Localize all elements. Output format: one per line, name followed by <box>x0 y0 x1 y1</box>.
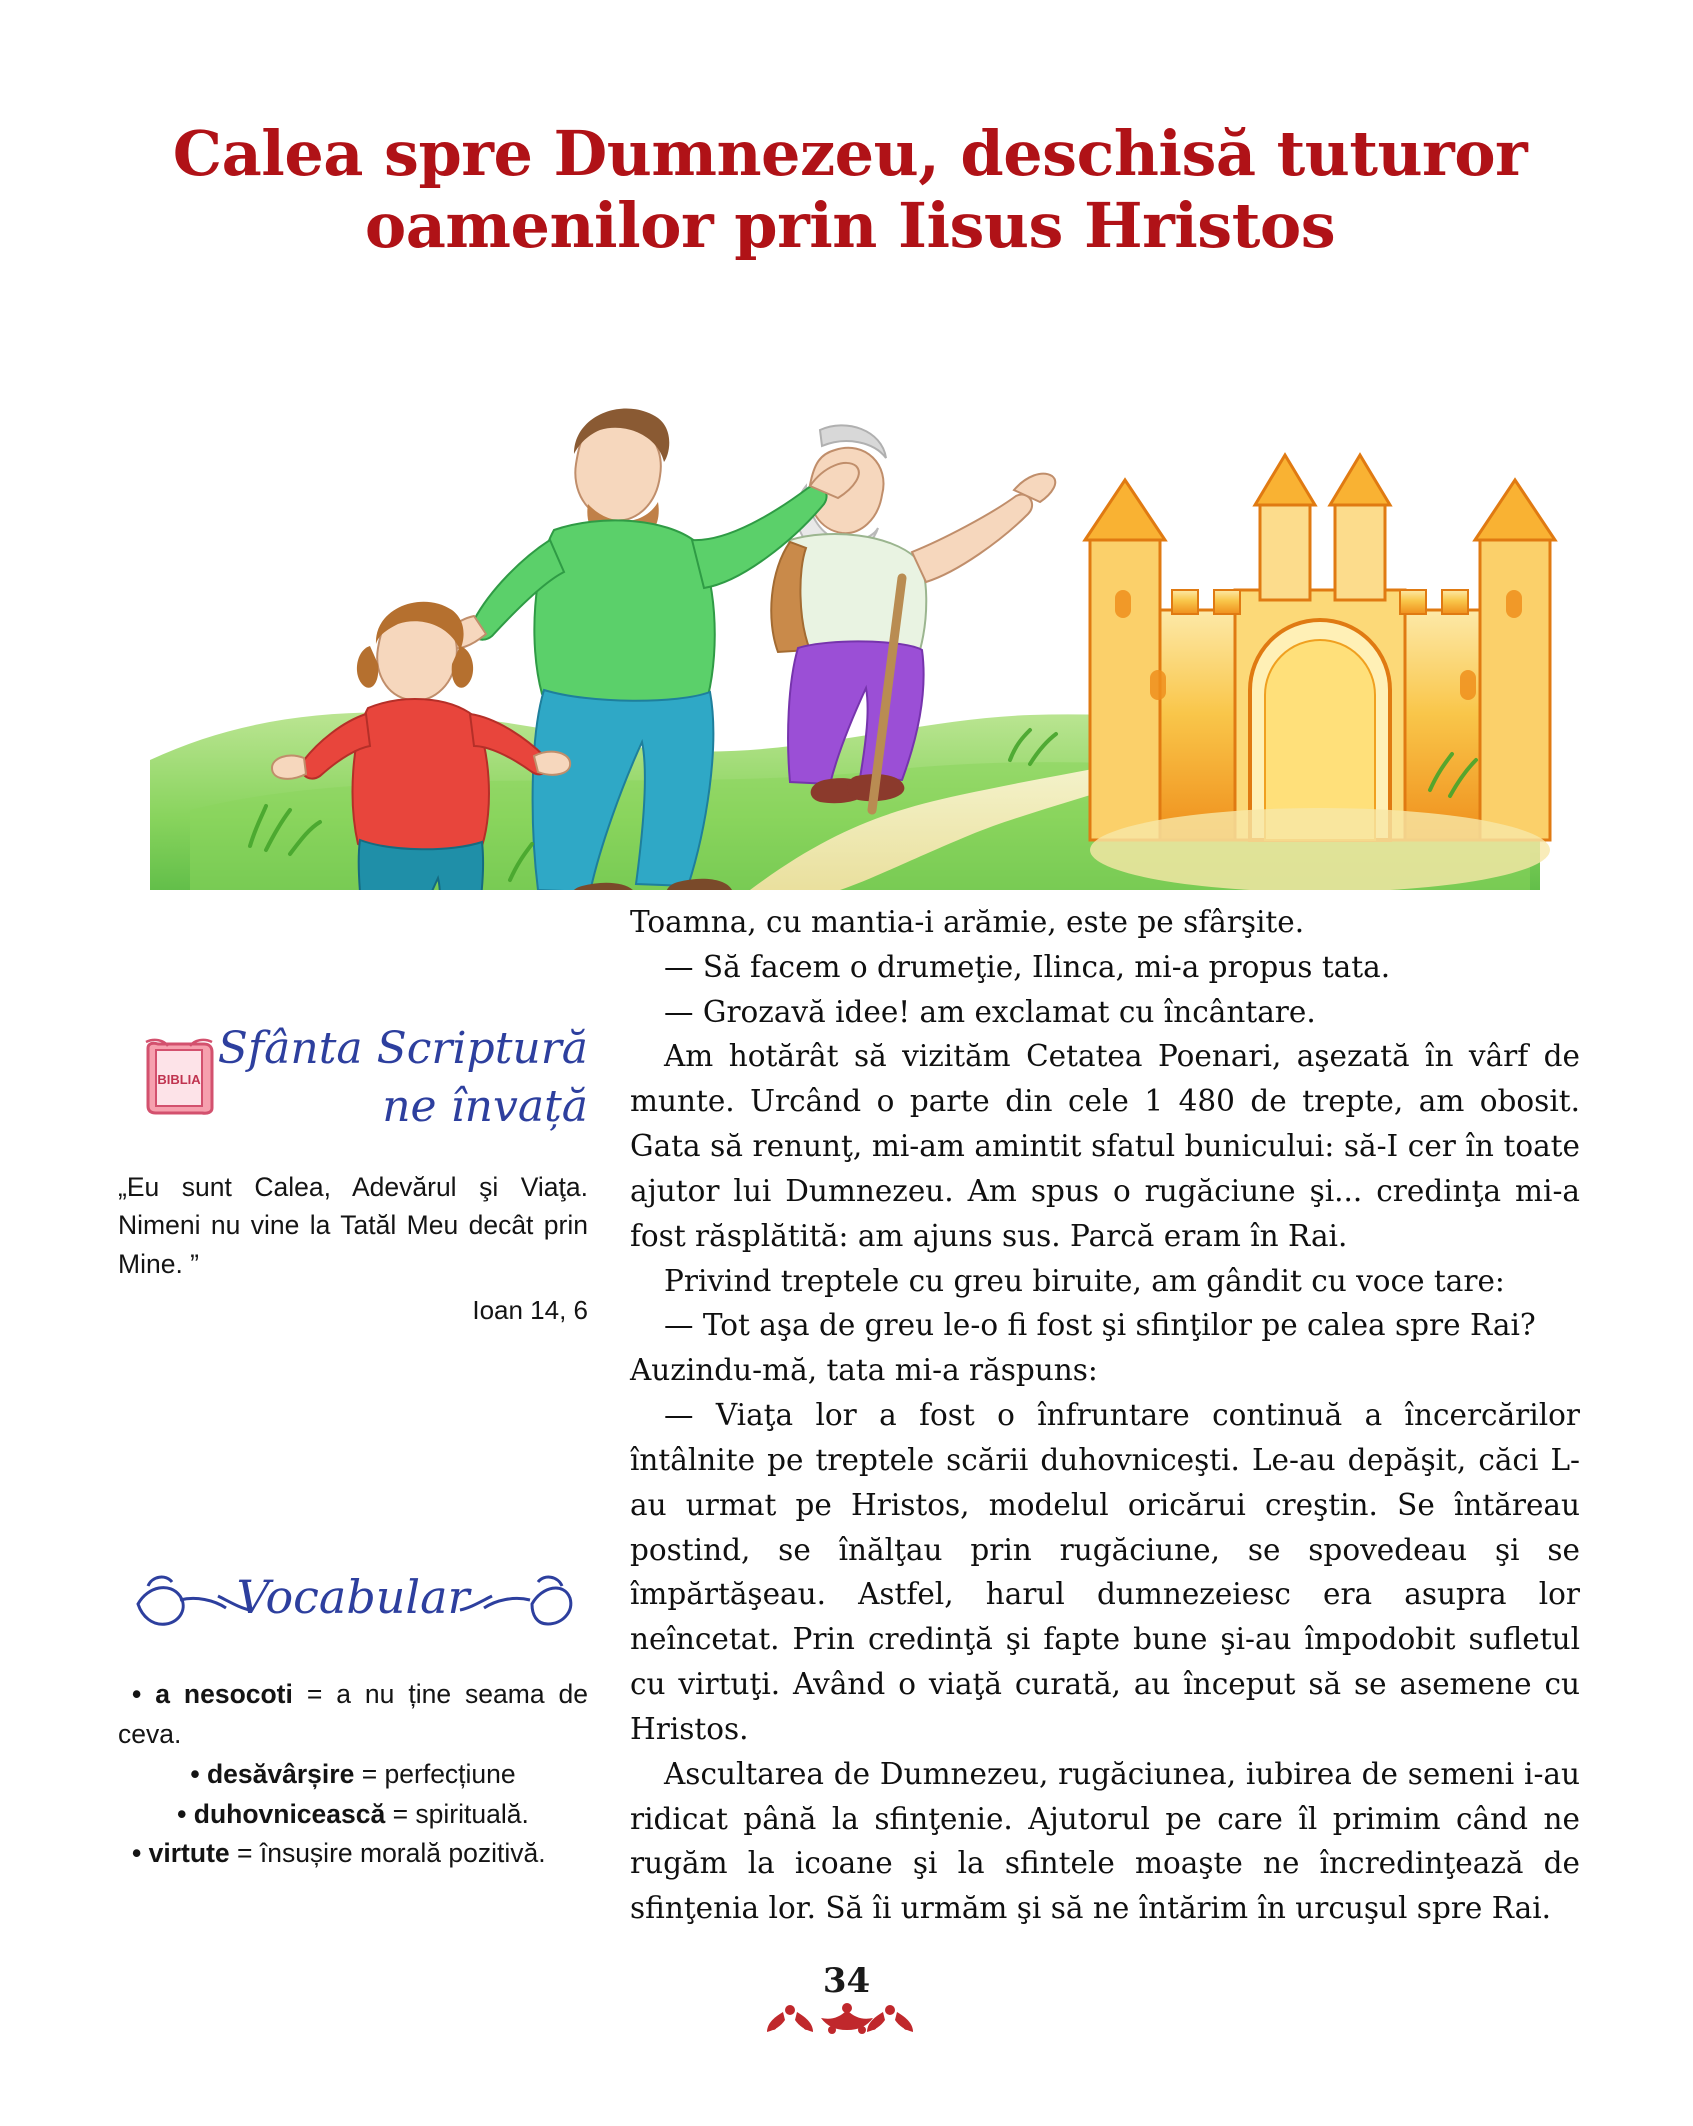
vocabulary-definition: = a nu ține seama de ceva. <box>118 1679 588 1750</box>
article-paragraph: Ascultarea de Dumnezeu, rugăciunea, iubirea de semeni i-au ridicat până la sfinţenie. Ajutorul pe care îl primim când ne rugăm la icoane şi la sfintele moaşte ne încredinţează de sfinţenia lor. Să îi urmăm şi să ne întărim în urcuşul spre Rai. <box>630 1756 1580 1926</box>
lesson-illustration <box>130 290 1560 890</box>
article-paragraph: Auzindu-mă, tata mi-a răspuns: <box>630 1353 1098 1388</box>
vocabulary-definition: = spirituală. <box>385 1798 529 1829</box>
article-paragraph: — Grozavă idee! am exclamat cu încântare. <box>664 994 1316 1029</box>
bible-icon <box>140 1038 218 1120</box>
vocabulary-list <box>118 1675 588 1874</box>
vocabulary-title: Vocabular <box>236 1570 470 1625</box>
vocabulary-item <box>118 1834 588 1874</box>
article-paragraph: — Să facem o drumeţie, Ilinca, mi-a propus tata. <box>664 949 1391 984</box>
scripture-quote: „Eu sunt Calea, Adevărul şi Viaţa. Nimeni nu vine la Tatăl Meu decât prin Mine. ” <box>118 1172 588 1279</box>
page-number: 34 <box>822 1961 871 2001</box>
vocabulary-header <box>118 1556 588 1651</box>
page-title-line-2: oamenilor prin Iisus Hristos <box>364 188 1336 262</box>
svg-text:BIBLIA: BIBLIA <box>157 1072 201 1087</box>
article-body <box>630 900 1580 1931</box>
vocabulary-term: • a nesocoti <box>132 1679 293 1710</box>
vocabulary-item <box>118 1795 588 1835</box>
vocabulary-definition: = perfecțiune <box>354 1758 516 1789</box>
vocabulary-term: • duhovnicească <box>177 1798 386 1829</box>
vocabulary-term: • virtute <box>132 1838 230 1869</box>
vocabulary-item <box>118 1755 588 1795</box>
page-footer <box>0 1961 1693 2044</box>
vocabulary-ornament-icon <box>118 1556 588 1651</box>
footer-ornament-icon <box>0 2000 1693 2044</box>
scripture-header <box>118 1020 588 1150</box>
scripture-title-line-2: ne învață <box>382 1081 588 1133</box>
vocabulary-definition: = însușire morală pozitivă. <box>229 1838 546 1869</box>
vocabulary-item <box>118 1675 588 1755</box>
article-paragraph: Privind treptele cu greu biruite, am gândit cu voce tare: <box>664 1263 1505 1298</box>
left-sidebar <box>118 1020 588 1874</box>
scripture-title-line-1: Sfânta Scriptură <box>217 1023 588 1074</box>
article-paragraph: Toamna, cu mantia-i arămie, este pe sfârşite. <box>630 905 1305 939</box>
scripture-reference: Ioan 14, 6 <box>472 1295 588 1326</box>
article-paragraph: Am hotărât să vizităm Cetatea Poenari, aşezată în vârf de munte. Urcând o parte din cele 1 480 de trepte, am obosit. Gata să renunţ, mi-am amintit sfatul bunicului: să-I cer în toate ajutor lui Dumnezeu. Am spus o rugăciune şi... credinţa mi-a fost răsplătită: am ajuns sus. Parcă eram în Rai. <box>630 1039 1580 1253</box>
vocabulary-term: • desăvârșire <box>190 1758 355 1789</box>
page-title <box>120 118 1580 262</box>
article-paragraph: — Viaţa lor a fost o înfruntare continuă a încercărilor întâlnite pe treptele scării duhovniceşti. Le-au depăşit, căci L-au urmat pe Hristos, modelul oricărui creştin. Se întăreau postind, se înălţau prin rugăciune, se spovedeau şi se împărtăşeau. Astfel, harul dumnezeiesc era asupra lor neîncetat. Prin credinţă şi fapte bune şi-au împodobit sufletul cu virtuţi. Având o viaţă curată, au început să se asemene cu Hristos. <box>630 1398 1580 1746</box>
page-title-line-1: Calea spre Dumnezeu, deschisă tuturor <box>172 117 1528 190</box>
article-paragraph: — Tot aşa de greu le-o fi fost şi sfinţilor pe calea spre Rai? <box>664 1308 1536 1343</box>
